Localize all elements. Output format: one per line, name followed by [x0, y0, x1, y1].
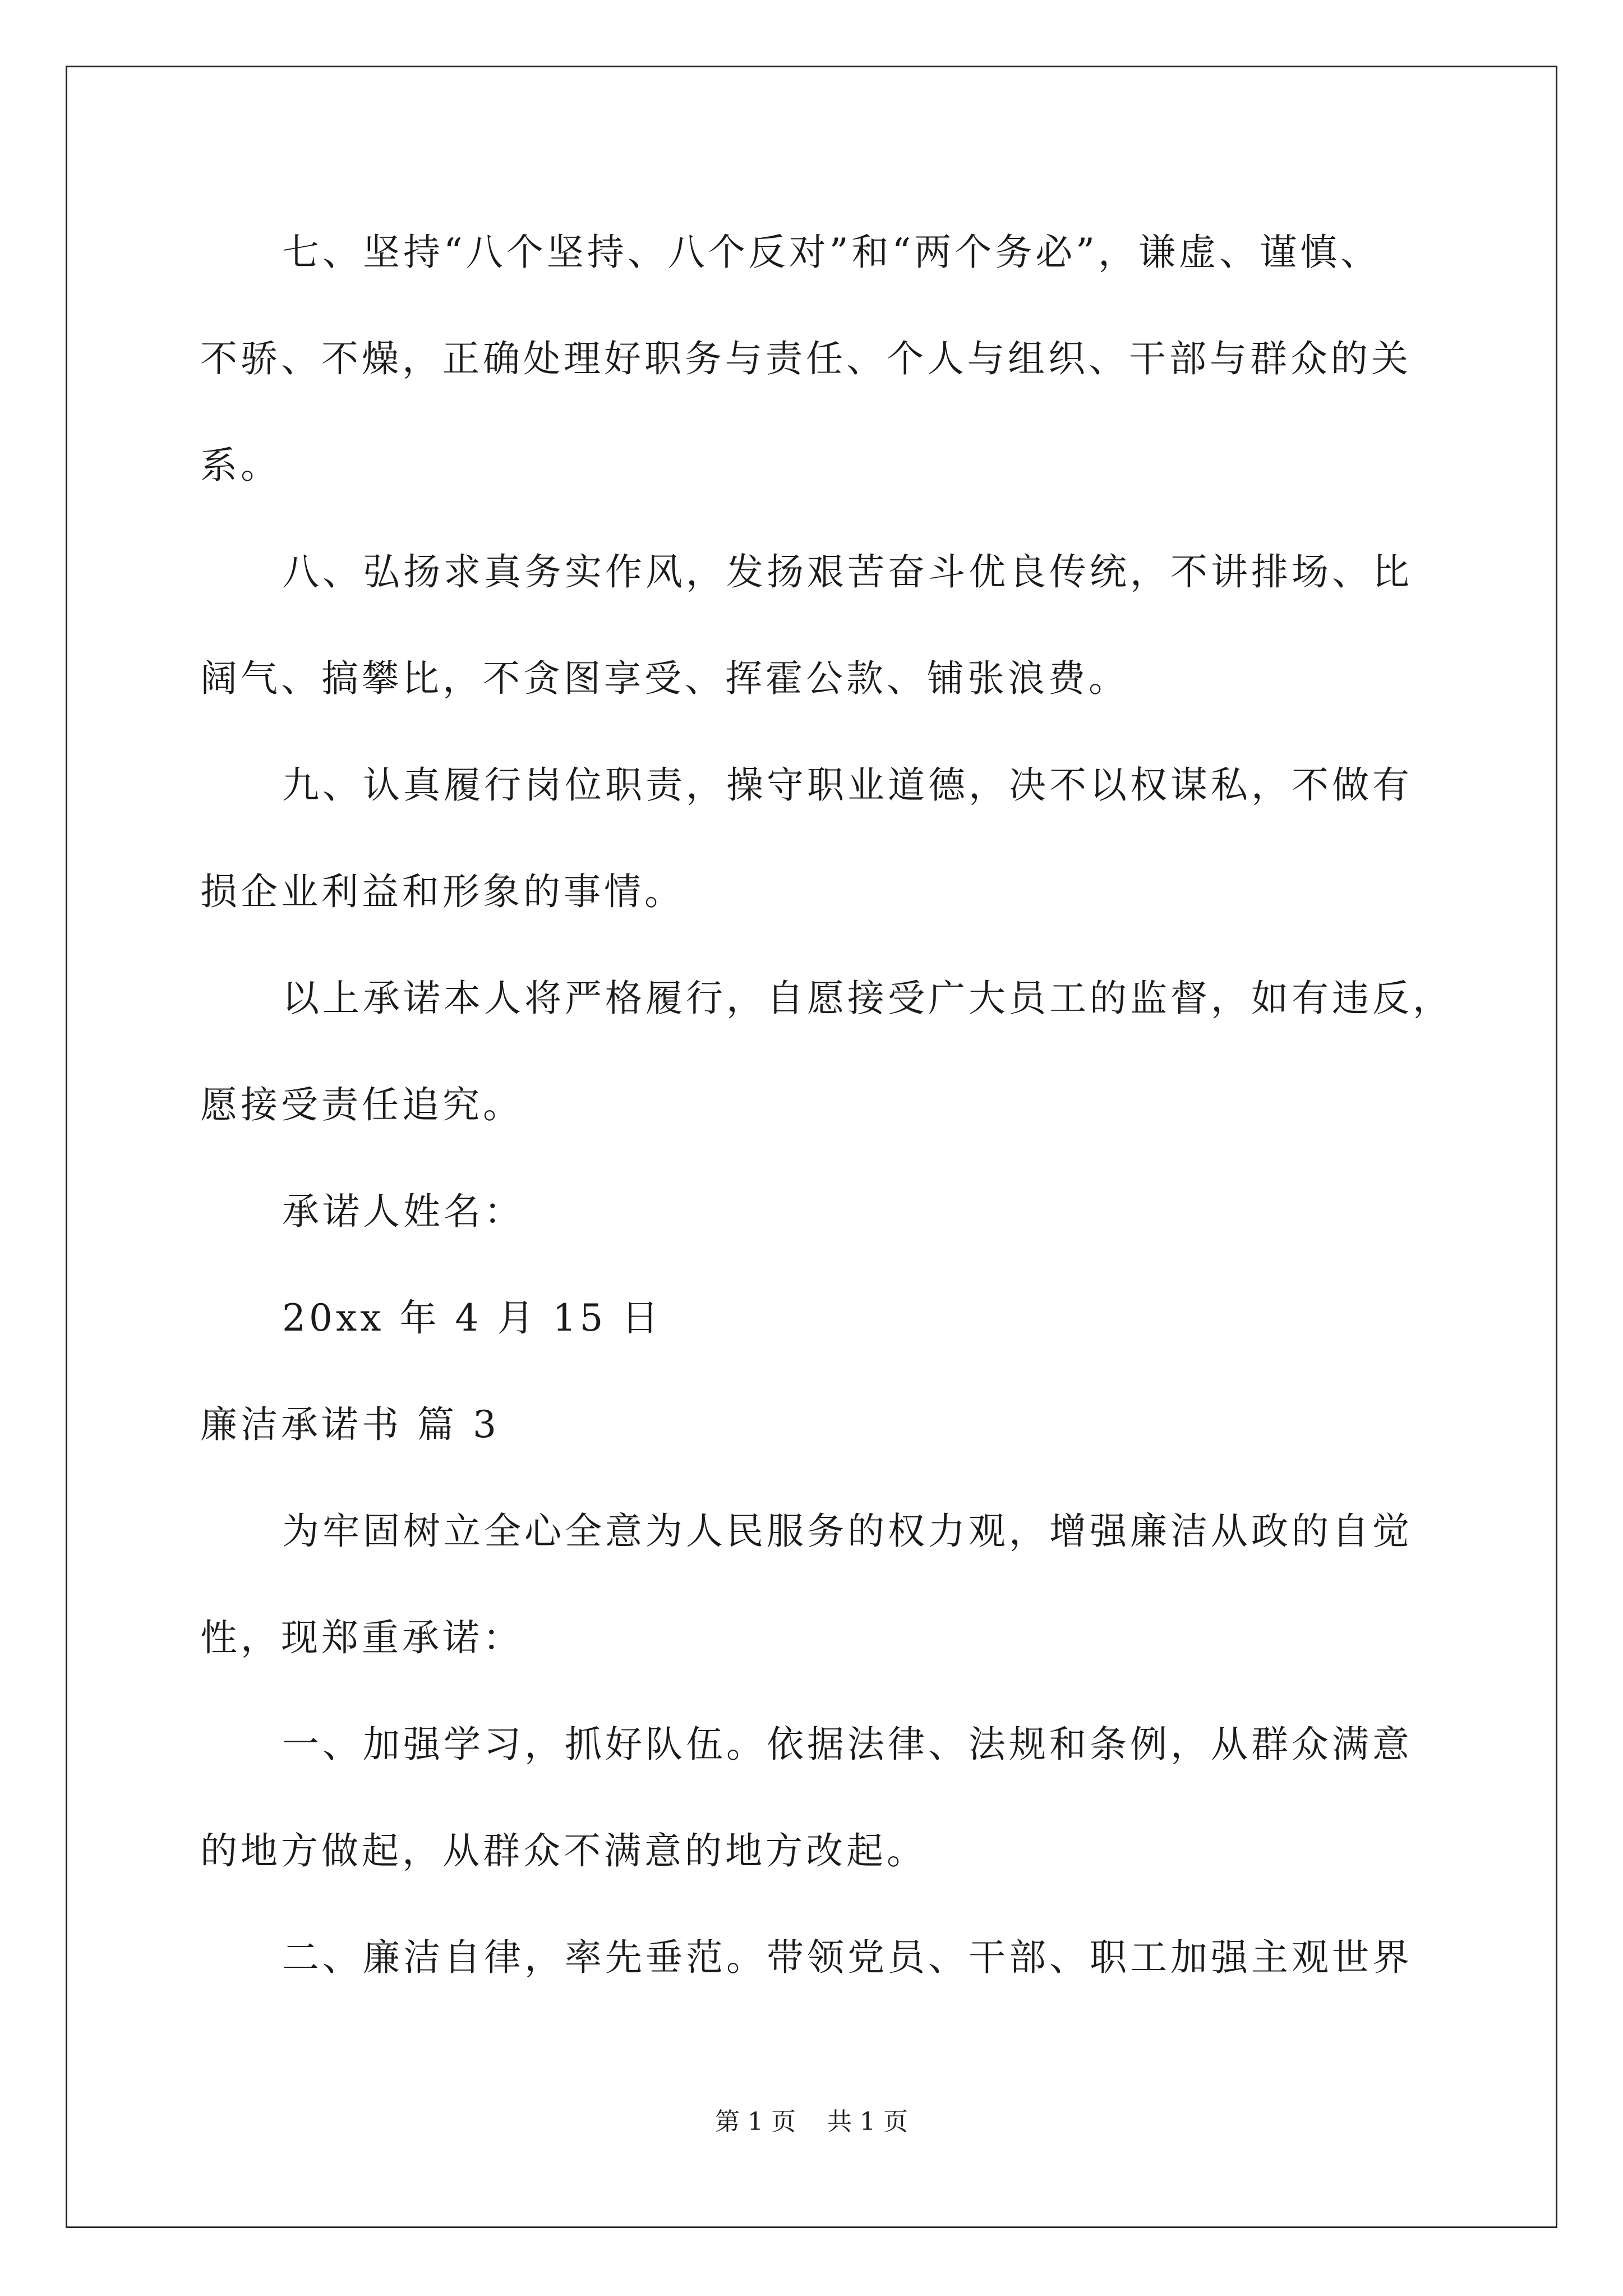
- paragraph-7-line-3: 系。: [200, 444, 281, 487]
- intro-line-1: 为牢固树立全心全意为人民服务的权力观，增强廉洁从政的自觉: [282, 1510, 1413, 1553]
- date-line: 20xx 年 4 月 15 日: [282, 1296, 662, 1340]
- paragraph-8-line-1: 八、弘扬求真务实作风，发扬艰苦奋斗优良传统，不讲排场、比: [282, 550, 1413, 593]
- paragraph-7-line-2: 不骄、不燥，正确处理好职务与责任、个人与组织、干部与群众的关: [200, 337, 1412, 380]
- paragraph-9-line-2: 损企业利益和形象的事情。: [200, 870, 685, 913]
- paragraph-8-line-2: 阔气、搞攀比，不贪图享受、挥霍公款、铺张浪费。: [200, 657, 1129, 700]
- page-border: [66, 66, 1557, 2228]
- section-heading: 廉洁承诺书 篇 3: [200, 1403, 500, 1446]
- paragraph-7-line-1: 七、坚持“八个坚持、八个反对”和“两个务必”，谦虚、谨慎、: [282, 231, 1381, 274]
- commitment-line-1: 以上承诺本人将严格履行，自愿接受广大员工的监督，如有违反，: [282, 977, 1453, 1020]
- point-1-line-1: 一、加强学习，抓好队伍。依据法律、法规和条例，从群众满意: [282, 1723, 1413, 1766]
- signatory-name-label: 承诺人姓名：: [282, 1190, 524, 1233]
- intro-line-2: 性，现郑重承诺：: [200, 1616, 523, 1659]
- paragraph-9-line-1: 九、认真履行岗位职责，操守职业道德，决不以权谋私，不做有: [282, 763, 1413, 807]
- point-1-line-2: 的地方做起，从群众不满意的地方改起。: [200, 1829, 927, 1872]
- commitment-line-2: 愿接受责任追究。: [200, 1083, 523, 1126]
- page-footer: 第 1 页 共 1 页: [715, 2108, 908, 2136]
- point-2-line-1: 二、廉洁自律，率先垂范。带领党员、干部、职工加强主观世界: [282, 1936, 1413, 1979]
